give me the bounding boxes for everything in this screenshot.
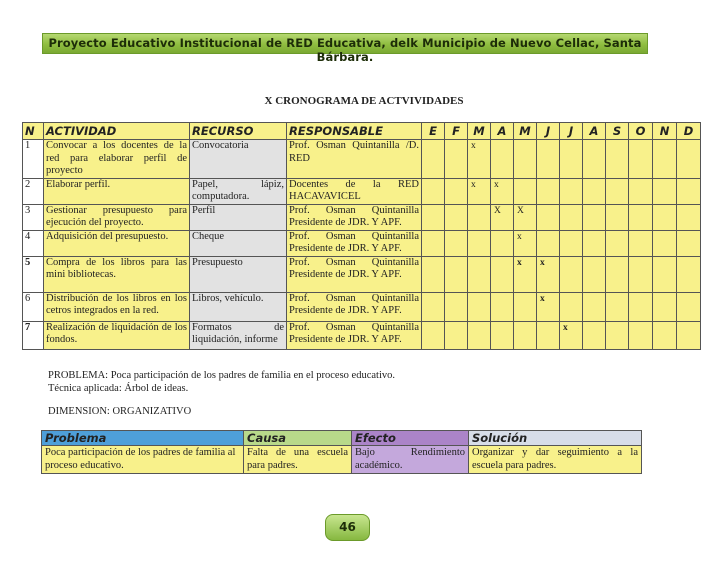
month-cell: x <box>514 256 537 292</box>
month-cell <box>491 230 514 256</box>
month-cell <box>537 321 560 349</box>
responsible-cell: Prof. Osman Quintanilla Presidente de JDR. Y APF. <box>287 204 422 230</box>
month-cell <box>514 321 537 349</box>
month-cell <box>629 140 653 179</box>
schedule-row <box>23 256 701 292</box>
month-cell <box>583 140 606 179</box>
month-cell: x <box>514 230 537 256</box>
month-header: A <box>491 123 514 140</box>
cell-causa: Falta de una escuela para padres. <box>244 446 352 474</box>
month-cell <box>445 256 468 292</box>
month-cell <box>583 204 606 230</box>
responsible-cell: Prof. Osman Quintanilla /D. RED <box>287 140 422 179</box>
month-cell <box>445 140 468 179</box>
month-cell <box>583 321 606 349</box>
schedule-row <box>23 321 701 349</box>
month-cell <box>583 230 606 256</box>
responsible-cell: Prof. Osman Quintanilla Presidente de JDR. Y APF. <box>287 230 422 256</box>
activity-cell: Realización de liquidación de los fondos. <box>44 321 190 349</box>
month-cell <box>468 256 491 292</box>
month-cell <box>606 256 629 292</box>
row-number: 5 <box>23 256 44 292</box>
month-cell <box>422 204 445 230</box>
technique-note: Técnica aplicada: Árbol de ideas. <box>48 383 189 394</box>
month-cell <box>491 321 514 349</box>
schedule-row <box>23 204 701 230</box>
month-cell <box>629 230 653 256</box>
schedule-row <box>23 230 701 256</box>
month-cell <box>537 230 560 256</box>
month-cell: x <box>491 178 514 204</box>
header-causa: Causa <box>244 431 352 446</box>
resource-cell: Formatos de liquidación, informe <box>190 321 287 349</box>
month-cell <box>677 204 701 230</box>
month-cell <box>629 178 653 204</box>
month-cell <box>514 140 537 179</box>
month-cell <box>560 230 583 256</box>
month-cell <box>606 292 629 321</box>
header-responsable: RESPONSABLE <box>287 123 422 140</box>
month-cell: X <box>514 204 537 230</box>
month-header: M <box>468 123 491 140</box>
month-cell <box>422 256 445 292</box>
month-header: M <box>514 123 537 140</box>
row-number: 2 <box>23 178 44 204</box>
activity-cell: Convocar a los docentes de la red para elaborar perfil de proyecto <box>44 140 190 179</box>
cell-solucion: Organizar y dar seguimiento a la escuela para padres. <box>469 446 642 474</box>
month-cell <box>677 230 701 256</box>
month-cell <box>677 140 701 179</box>
month-cell <box>560 178 583 204</box>
month-cell <box>514 178 537 204</box>
month-cell: x <box>560 321 583 349</box>
month-cell <box>560 140 583 179</box>
month-cell <box>583 178 606 204</box>
month-cell: x <box>468 178 491 204</box>
month-cell <box>653 230 677 256</box>
month-header: A <box>583 123 606 140</box>
problem-statement: PROBLEMA: Poca participación de los padres de familia en el proceso educativo. <box>48 370 395 381</box>
cell-problema: Poca participación de los padres de familia al proceso educativo. <box>42 446 244 474</box>
month-cell <box>445 321 468 349</box>
month-header: J <box>560 123 583 140</box>
schedule-row <box>23 178 701 204</box>
month-cell <box>422 178 445 204</box>
month-header: J <box>537 123 560 140</box>
banner-title: Proyecto Educativo Institucional de RED Educativa, delk Municipio de Nuevo Cellac, Santa Bárbara. <box>48 36 642 64</box>
month-cell <box>653 178 677 204</box>
analysis-row <box>42 446 642 474</box>
month-header: S <box>606 123 629 140</box>
month-cell <box>606 230 629 256</box>
resource-cell: Convocatoria <box>190 140 287 179</box>
resource-cell: Cheque <box>190 230 287 256</box>
month-cell: x <box>468 140 491 179</box>
header-solucion: Solución <box>469 431 642 446</box>
month-header: F <box>445 123 468 140</box>
month-cell <box>629 256 653 292</box>
month-cell <box>468 292 491 321</box>
row-number: 1 <box>23 140 44 179</box>
page-number: 46 <box>325 514 370 541</box>
month-cell <box>445 178 468 204</box>
schedule-row <box>23 140 701 179</box>
resource-cell: Papel, lápiz, computadora. <box>190 178 287 204</box>
month-cell <box>445 292 468 321</box>
responsible-cell: Prof. Osman Quintanilla Presidente de JDR. Y APF. <box>287 256 422 292</box>
month-cell <box>606 178 629 204</box>
activity-cell: Gestionar presupuesto para ejecución del proyecto. <box>44 204 190 230</box>
month-header: D <box>677 123 701 140</box>
month-cell <box>491 256 514 292</box>
header-actividad: ACTIVIDAD <box>44 123 190 140</box>
month-cell <box>629 321 653 349</box>
month-cell <box>653 140 677 179</box>
month-cell <box>468 204 491 230</box>
month-cell: x <box>537 256 560 292</box>
month-cell <box>468 321 491 349</box>
row-number: 6 <box>23 292 44 321</box>
schedule-row <box>23 292 701 321</box>
month-cell <box>537 140 560 179</box>
month-cell <box>629 204 653 230</box>
month-cell <box>677 321 701 349</box>
month-header: E <box>422 123 445 140</box>
cell-efecto: Bajo Rendimiento académico. <box>352 446 469 474</box>
responsible-cell: Docentes de la RED HACAVAVICEL <box>287 178 422 204</box>
row-number: 3 <box>23 204 44 230</box>
month-cell <box>560 292 583 321</box>
activity-cell: Adquisición del presupuesto. <box>44 230 190 256</box>
row-number: 7 <box>23 321 44 349</box>
row-number: 4 <box>23 230 44 256</box>
month-cell <box>422 321 445 349</box>
activity-cell: Compra de los libros para las mini bibliotecas. <box>44 256 190 292</box>
resource-cell: Libros, vehículo. <box>190 292 287 321</box>
resource-cell: Presupuesto <box>190 256 287 292</box>
dimension-note: DIMENSION: ORGANIZATIVO <box>48 406 192 417</box>
month-cell <box>583 256 606 292</box>
month-cell <box>491 292 514 321</box>
month-cell <box>422 230 445 256</box>
month-cell <box>653 321 677 349</box>
month-cell <box>653 292 677 321</box>
page-title: X CRONOGRAMA DE ACTVIVIDADES <box>264 95 464 107</box>
month-cell <box>583 292 606 321</box>
month-cell <box>629 292 653 321</box>
month-cell <box>606 321 629 349</box>
header-problema: Problema <box>42 431 244 446</box>
activity-cell: Elaborar perfil. <box>44 178 190 204</box>
responsible-cell: Prof. Osman Quintanilla Presidente de JDR. Y APF. <box>287 292 422 321</box>
schedule-header-row <box>23 123 701 140</box>
responsible-cell: Prof. Osman Quintanilla Presidente de JDR. Y APF. <box>287 321 422 349</box>
month-cell <box>677 178 701 204</box>
month-cell <box>514 292 537 321</box>
month-cell: x <box>537 292 560 321</box>
month-cell <box>537 204 560 230</box>
schedule-table <box>22 122 701 350</box>
month-header: N <box>653 123 677 140</box>
month-cell <box>606 204 629 230</box>
month-cell <box>606 140 629 179</box>
month-cell <box>445 204 468 230</box>
month-header: O <box>629 123 653 140</box>
header-banner <box>42 33 648 64</box>
month-cell <box>491 140 514 179</box>
month-cell <box>422 292 445 321</box>
month-cell <box>653 204 677 230</box>
resource-cell: Perfil <box>190 204 287 230</box>
analysis-header-row <box>42 431 642 446</box>
month-cell <box>677 256 701 292</box>
month-cell <box>560 256 583 292</box>
month-cell <box>537 178 560 204</box>
month-cell <box>560 204 583 230</box>
problem-analysis-table <box>41 430 642 474</box>
header-recurso: RECURSO <box>190 123 287 140</box>
month-cell <box>677 292 701 321</box>
month-cell: X <box>491 204 514 230</box>
month-cell <box>653 256 677 292</box>
header-n: N <box>23 123 44 140</box>
activity-cell: Distribución de los libros en los cetros integrados en la red. <box>44 292 190 321</box>
month-cell <box>422 140 445 179</box>
month-cell <box>468 230 491 256</box>
month-cell <box>445 230 468 256</box>
header-efecto: Efecto <box>352 431 469 446</box>
